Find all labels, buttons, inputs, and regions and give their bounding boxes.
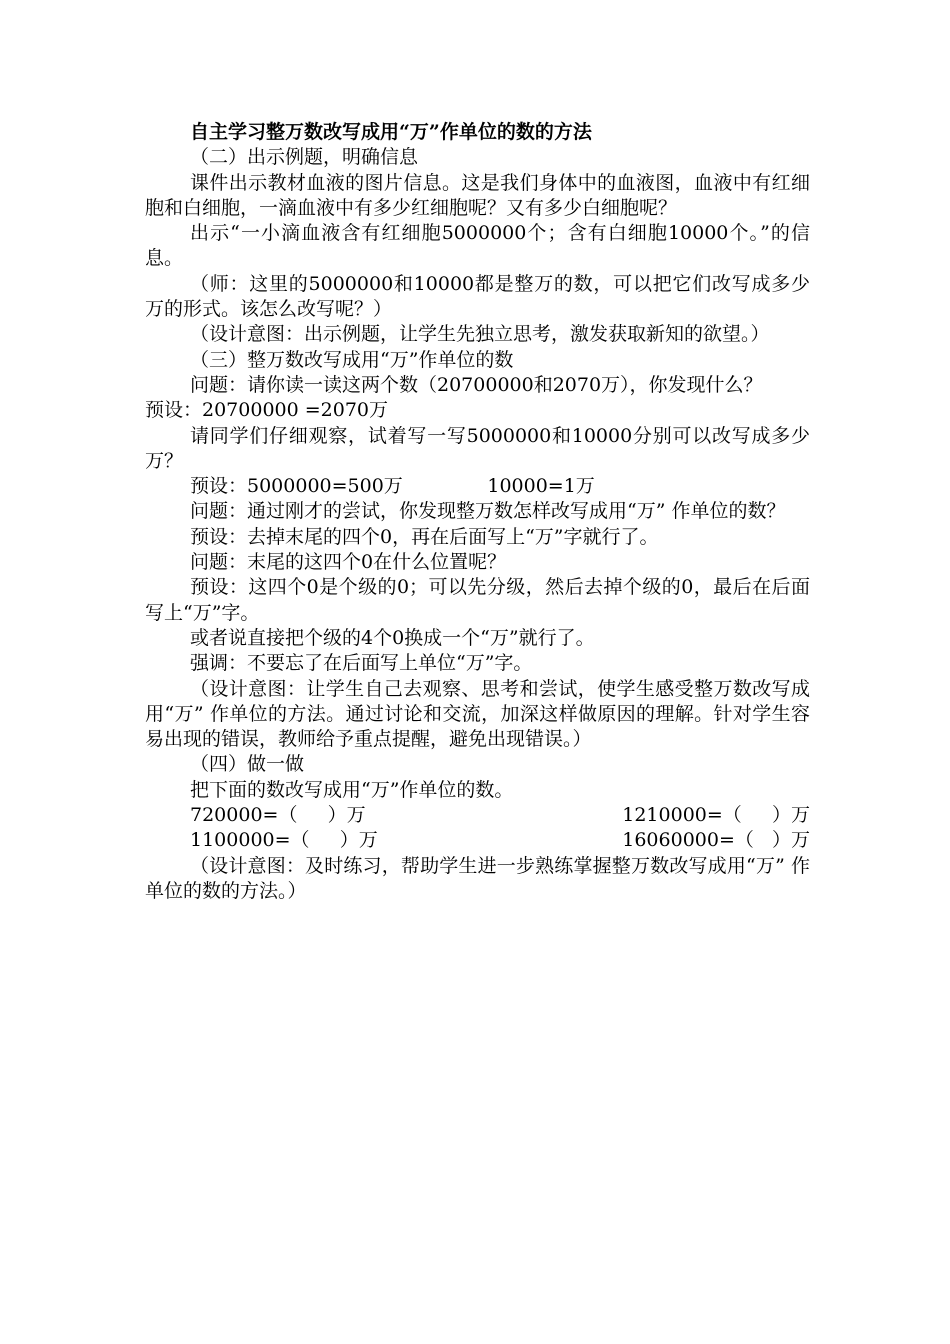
exercise-item: 16060000=（ ）万 [622, 829, 810, 852]
heading-conversion: （三）整万数改写成用“万”作单位的数 [190, 348, 514, 371]
paragraph: 出示“一小滴血液含有红细胞5000000个；含有白细胞10000个。”的信息。 [145, 222, 810, 270]
exercise-item: 1210000=（ ）万 [622, 804, 810, 827]
design-intent: （设计意图：及时练习，帮助学生进一步熟练掌握整万数改写成用“万” 作单位的数的方法。） [145, 854, 810, 902]
question: 问题：请你读一读这两个数（20700000和2070万），你发现什么？ [190, 373, 763, 396]
exercise-item: 720000=（ ）万 [190, 804, 366, 827]
exercise-item: 1100000=（ ）万 [190, 829, 378, 852]
exercise-row [145, 828, 810, 853]
document-body [145, 120, 810, 904]
preset-answer: 预设：这四个0是个级的0；可以先分级，然后去掉个级的0，最后在后面写上“万”字。 [145, 576, 810, 624]
paragraph: （师：这里的5000000和10000都是整万的数，可以把它们改写成多少万的形式。该怎么改写呢？） [145, 272, 810, 321]
question: 问题：末尾的这四个0在什么位置呢？ [190, 551, 507, 574]
paragraph: 或者说直接把个级的4个0换成一个“万”就行了。 [190, 626, 595, 649]
section-title: 自主学习整万数改写成用“万”作单位的数的方法 [190, 121, 592, 143]
design-intent: （设计意图：让学生自己去观察、思考和尝试，使学生感受整万数改写成用“万” 作单位的方法。通过讨论和交流，加深这样做原因的理解。针对学生容易出现的错误，教师给予重点提醒，避免出现错误。） [145, 677, 810, 751]
heading-practice: （四）做一做 [190, 753, 305, 776]
preset-answer: 预设：5000000=500万 10000=1万 [190, 475, 595, 498]
design-intent: （设计意图：出示例题，让学生先独立思考，激发获取新知的欲望。） [190, 323, 770, 346]
question: 问题：通过刚才的尝试，你发现整万数怎样改写成用“万” 作单位的数？ [190, 500, 786, 523]
exercise-instruction: 把下面的数改写成用“万”作单位的数。 [190, 778, 514, 801]
emphasis: 强调：不要忘了在后面写上单位“万”字。 [190, 652, 533, 675]
heading-example: （二）出示例题，明确信息 [190, 146, 419, 169]
exercise-row [145, 803, 810, 828]
preset-answer: 预设：20700000 =2070万 [145, 399, 389, 422]
paragraph: 请同学们仔细观察，试着写一写5000000和10000分别可以改写成多少万？ [145, 424, 810, 472]
preset-answer: 预设：去掉末尾的四个0，再在后面写上“万”字就行了。 [190, 525, 659, 548]
paragraph: 课件出示教材血液的图片信息。这是我们身体中的血液图，血液中有红细胞和白细胞，一滴血液中有多少红细胞呢？又有多少白细胞呢？ [145, 171, 810, 219]
